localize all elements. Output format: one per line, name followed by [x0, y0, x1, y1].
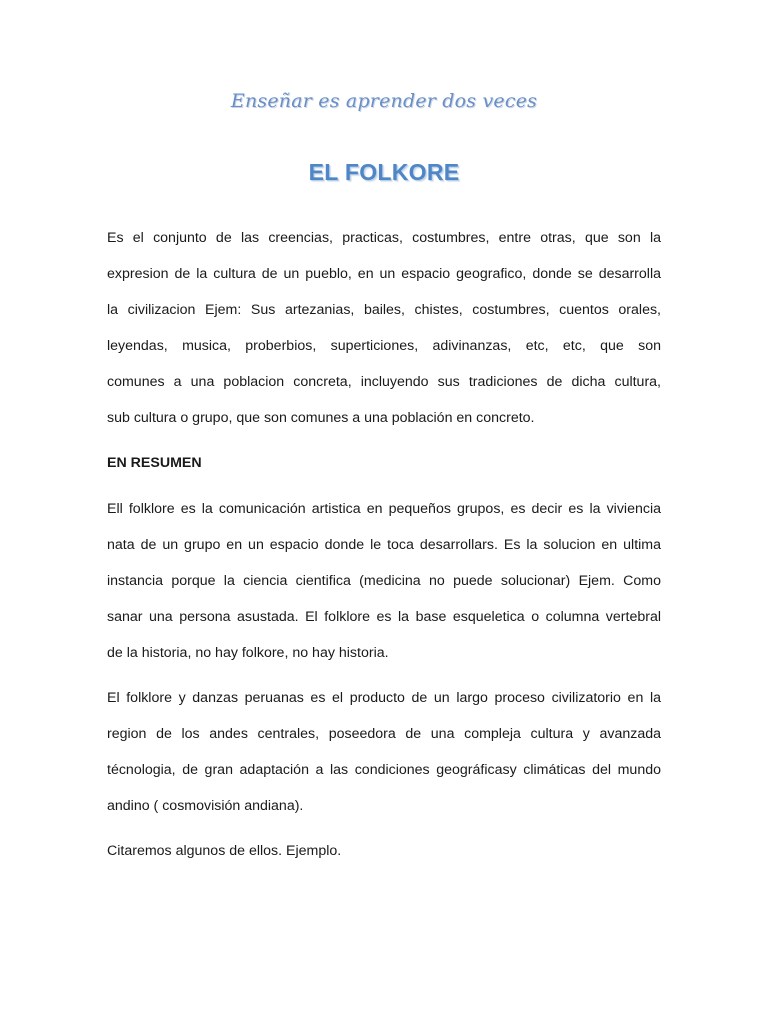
paragraph-closing: Citaremos algunos de ellos. Ejemplo.: [107, 843, 342, 859]
paragraph-line: expresion de la cultura de un pueblo, en un espacio geografico, donde se desarrolla: [107, 266, 661, 282]
paragraph-line: andino ( cosmovisión andiana).: [107, 798, 304, 814]
paragraph-line: instancia porque la ciencia cientifica (medicina no puede solucionar) Ejem. Como: [107, 573, 661, 589]
paragraph-line: leyendas, musica, proberbios, superticiones, adivinanzas, etc, etc, que son: [107, 338, 661, 354]
paragraph-line: técnologia, de gran adaptación a las condiciones geográficasy climáticas del mundo: [107, 762, 661, 778]
paragraph-line: comunes a una poblacion concreta, incluyendo sus tradiciones de dicha cultura,: [107, 374, 661, 390]
paragraph-line: de la historia, no hay folkore, no hay historia.: [107, 645, 389, 661]
motto-heading: Enseñar es aprender dos veces: [230, 90, 538, 112]
paragraph-line: region de los andes centrales, poseedora de una compleja cultura y avanzada: [107, 726, 661, 742]
paragraph-line: nata de un grupo en un espacio donde le toca desarrollars. Es la solucion en ultima: [107, 537, 661, 553]
paragraph-line: Ell folklore es la comunicación artistica en pequeños grupos, es decir es la viviencia: [107, 501, 661, 517]
page-title: EL FOLKORE: [308, 159, 460, 185]
paragraph-line: sub cultura o grupo, que son comunes a una población en concreto.: [107, 410, 535, 426]
paragraph-line: El folklore y danzas peruanas es el producto de un largo proceso civilizatorio en la: [107, 690, 661, 706]
paragraph-line: Es el conjunto de las creencias, practicas, costumbres, entre otras, que son la: [107, 230, 661, 246]
paragraph-definition: [107, 220, 661, 436]
paragraph-line: sanar una persona asustada. El folklore es la base esqueletica o columna vertebral: [107, 609, 661, 625]
paragraph-summary: [107, 491, 661, 671]
paragraph-peruvian-dances: [107, 680, 661, 824]
paragraph-line: la civilizacion Ejem: Sus artezanias, bailes, chistes, costumbres, cuentos orales,: [107, 302, 661, 318]
section-heading: EN RESUMEN: [107, 455, 202, 471]
